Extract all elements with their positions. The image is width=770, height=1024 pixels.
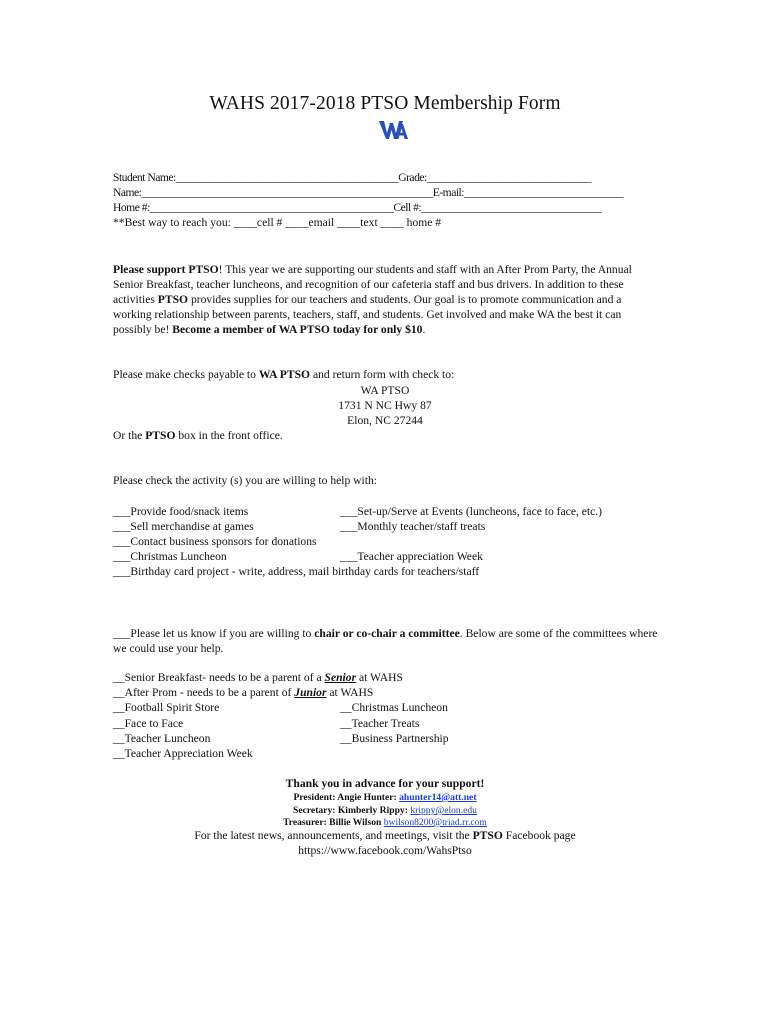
committee-option[interactable]: __Senior Breakfast- needs to be a parent of a Senior at WAHS xyxy=(113,671,403,684)
payment-instructions: Please make checks payable to WA PTSO and return form with check to: xyxy=(113,368,455,381)
address-line-2: 1731 N NC Hwy 87 xyxy=(338,399,432,412)
activity-option[interactable]: ___Sell merchandise at games xyxy=(113,520,254,533)
contact-preference-field[interactable]: **Best way to reach you: ____cell # ____email ____text ____ home # xyxy=(113,216,442,229)
form-title: WAHS 2017-2018 PTSO Membership Form xyxy=(209,93,561,114)
activity-option[interactable]: ___Teacher appreciation Week xyxy=(340,550,483,563)
activity-option[interactable]: ___Set-up/Serve at Events (luncheons, face to face, etc.) xyxy=(340,505,603,518)
committee-option[interactable]: __Business Partnership xyxy=(340,732,449,745)
treasurer-email-link[interactable]: bwilson8200@triad.rr.com xyxy=(383,817,487,828)
ptso-box-note: Or the PTSO box in the front office. xyxy=(113,429,283,442)
activity-option[interactable]: ___Monthly teacher/staff treats xyxy=(340,520,486,533)
president-email-link[interactable]: ahunter14@att.net xyxy=(399,792,477,803)
facebook-url[interactable]: https://www.facebook.com/WahsPtso xyxy=(298,844,472,857)
activity-option[interactable]: ___Contact business sponsors for donations xyxy=(113,535,317,548)
membership-price: Become a member of WA PTSO today for only $10 xyxy=(172,323,423,337)
home-cell-field[interactable]: Home #:______________________________________________Cell #:__________________________________ xyxy=(113,201,602,214)
committee-intro[interactable]: ___Please let us know if you are willing to chair or co-chair a committee. Below are some of the committees where we could use your help. xyxy=(113,627,658,656)
name-email-field[interactable]: Name:_______________________________________________________E-mail:______________________________ xyxy=(113,186,623,199)
committee-option[interactable]: __Football Spirit Store xyxy=(113,701,220,714)
wa-logo xyxy=(378,118,408,142)
committee-option[interactable]: __Christmas Luncheon xyxy=(340,701,448,714)
student-name-grade-field[interactable]: Student Name:__________________________________________Grade:_______________________________ xyxy=(113,171,591,184)
activity-option[interactable]: ___Provide food/snack items xyxy=(113,505,249,518)
committee-option[interactable]: __Teacher Treats xyxy=(340,717,420,730)
support-paragraph: Please support PTSO! This year we are supporting our students and staff with an After Prom Party, the Annual Senior Breakfast, teacher luncheons, and recognition of our cafeteria staff and bus drivers. In addition to these activities PTSO provides supplies for our teachers and students. Our goal is to promote communication and a working relationship between parents, teachers, staff, and students. Get involved and make WA the best it can possibly be! Become a member of WA PTSO today for only $10. xyxy=(113,263,632,337)
secretary-email-link[interactable]: krippy@elon.edu xyxy=(410,805,477,816)
address-line-3: Elon, NC 27244 xyxy=(347,414,423,427)
committee-option[interactable]: __Teacher Appreciation Week xyxy=(113,747,253,760)
committee-option[interactable]: __Face to Face xyxy=(113,717,184,730)
secretary-contact: Secretary: Kimberly Rippy: krippy@elon.edu xyxy=(293,805,477,816)
president-contact: President: Angie Hunter: ahunter14@att.net xyxy=(293,792,477,803)
support-lead: Please support PTSO xyxy=(113,263,219,276)
facebook-note: For the latest news, announcements, and meetings, visit the PTSO Facebook page xyxy=(194,829,576,842)
activities-heading: Please check the activity (s) you are willing to help with: xyxy=(113,474,378,487)
thank-you-note: Thank you in advance for your support! xyxy=(285,777,485,790)
committee-option[interactable]: __Teacher Luncheon xyxy=(113,732,211,745)
activity-option[interactable]: ___Christmas Luncheon xyxy=(113,550,227,563)
committee-option[interactable]: __After Prom - needs to be a parent of Junior at WAHS xyxy=(113,686,374,699)
activity-option[interactable]: ___Birthday card project - write, address, mail birthday cards for teachers/staff xyxy=(113,565,480,578)
address-line-1: WA PTSO xyxy=(360,384,410,397)
treasurer-contact: Treasurer: Billie Wilson bwilson8200@triad.rr.com xyxy=(283,817,487,828)
